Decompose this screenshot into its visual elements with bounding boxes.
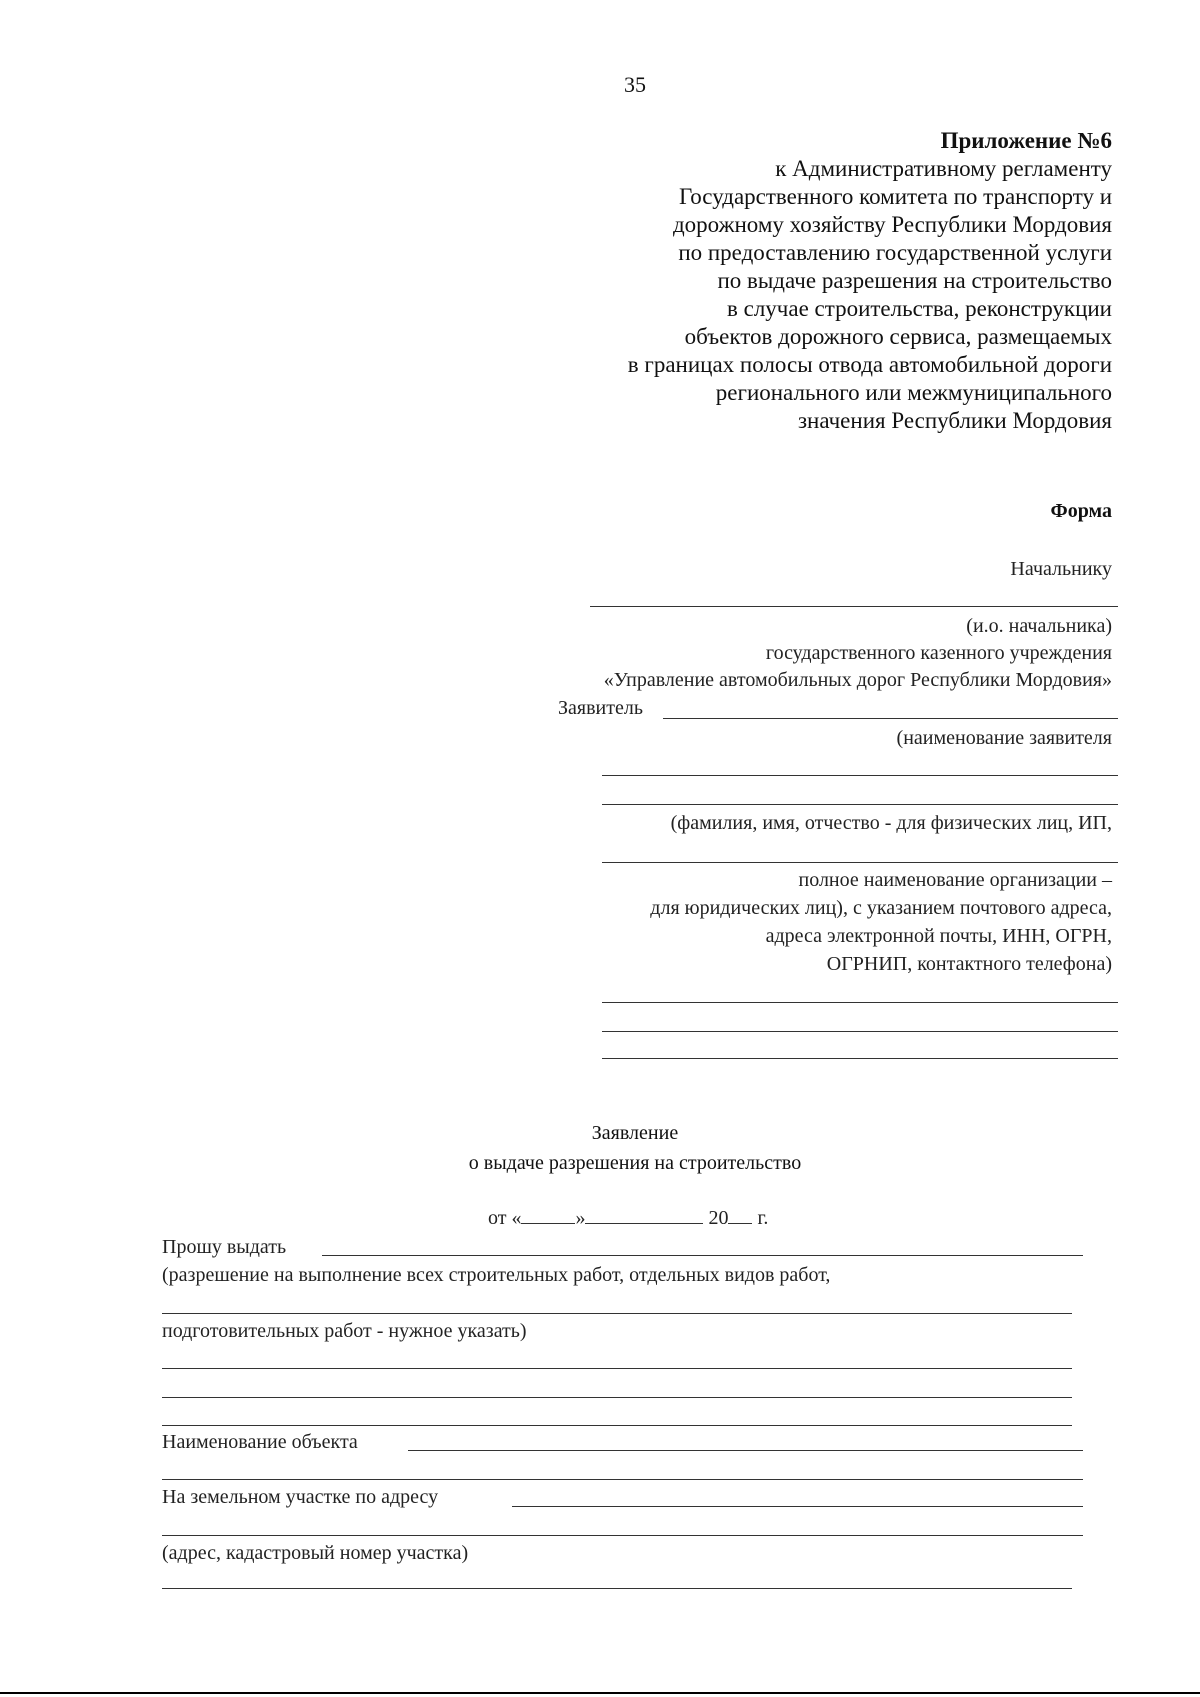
contact-line [602, 1031, 1118, 1032]
object-line [408, 1450, 1083, 1451]
address-line [162, 1588, 1072, 1589]
request-hint-2: подготовительных работ - нужное указать) [162, 1320, 527, 1342]
applicant-hint: (наименование заявителя [896, 727, 1112, 749]
appendix-title: Приложение №6 [940, 128, 1112, 153]
appendix-line: Государственного комитета по транспорту и [678, 184, 1112, 209]
statement-date [488, 1205, 768, 1230]
physical-hint: (фамилия, имя, отчество - для физических лиц, ИП, [670, 812, 1112, 834]
org-hint-3: адреса электронной почты, ИНН, ОГРН, [765, 925, 1112, 947]
address-hint: (адрес, кадастровый номер участка) [162, 1542, 469, 1564]
land-address-line [512, 1506, 1083, 1507]
date-year: 20 [708, 1207, 729, 1229]
appendix-line: значения Республики Мордовия [797, 408, 1112, 433]
org-hint-2: для юридических лиц), с указанием почтового адреса, [650, 897, 1112, 919]
institution-line-2: «Управление автомобильных дорог Республики Мордовия» [603, 669, 1112, 691]
request-line [322, 1255, 1083, 1256]
statement-subtitle: о выдаче разрешения на строительство [468, 1152, 802, 1174]
appendix-line: к Административному регламенту [775, 156, 1112, 181]
land-address-line [162, 1535, 1083, 1536]
request-line [162, 1368, 1072, 1369]
addressee-to: Начальнику [1010, 558, 1112, 580]
org-hint-1: полное наименование организации – [798, 869, 1112, 891]
appendix-line: регионального или межмуниципального [715, 380, 1112, 405]
statement-title: Заявление [591, 1122, 679, 1144]
page-bottom-rule [0, 1692, 1200, 1694]
appendix-line: объектов дорожного сервиса, размещаемых [684, 324, 1112, 349]
applicant-line [602, 775, 1118, 776]
date-from: от « [488, 1207, 522, 1229]
request-hint-1: (разрешение на выполнение всех строительных работ, отдельных видов работ, [162, 1264, 831, 1286]
appendix-line: по выдаче разрешения на строительство [717, 268, 1112, 293]
org-hint-4: ОГРНИП, контактного телефона) [826, 953, 1112, 975]
applicant-line [663, 718, 1118, 719]
request-line [162, 1397, 1072, 1398]
appendix-line: в случае строительства, реконструкции [727, 296, 1112, 321]
land-label: На земельном участке по адресу [162, 1486, 439, 1508]
applicant-line [602, 862, 1118, 863]
contact-line [602, 1002, 1118, 1003]
applicant-label: Заявитель [558, 697, 643, 719]
form-label: Форма [1050, 500, 1112, 522]
head-name-line [590, 606, 1118, 607]
appendix-header [628, 127, 1112, 435]
appendix-line: дорожному хозяйству Республики Мордовия [672, 212, 1112, 237]
request-line [162, 1425, 1072, 1426]
date-year-field [728, 1205, 752, 1224]
institution-line-1: государственного казенного учреждения [765, 642, 1112, 664]
date-mid: » [575, 1207, 586, 1229]
date-suffix: г. [757, 1207, 769, 1229]
appendix-line: в границах полосы отвода автомобильной дороги [627, 352, 1112, 377]
request-line [162, 1313, 1072, 1314]
date-month-field [585, 1205, 703, 1224]
request-label: Прошу выдать [162, 1236, 287, 1258]
object-line [162, 1479, 1083, 1480]
contact-line [602, 1058, 1118, 1059]
page-number: 35 [624, 72, 646, 97]
appendix-line: по предоставлению государственной услуги [678, 240, 1112, 265]
applicant-line [602, 804, 1118, 805]
object-label: Наименование объекта [162, 1431, 358, 1453]
date-day-field [521, 1205, 575, 1224]
io-hint: (и.о. начальника) [966, 615, 1112, 637]
